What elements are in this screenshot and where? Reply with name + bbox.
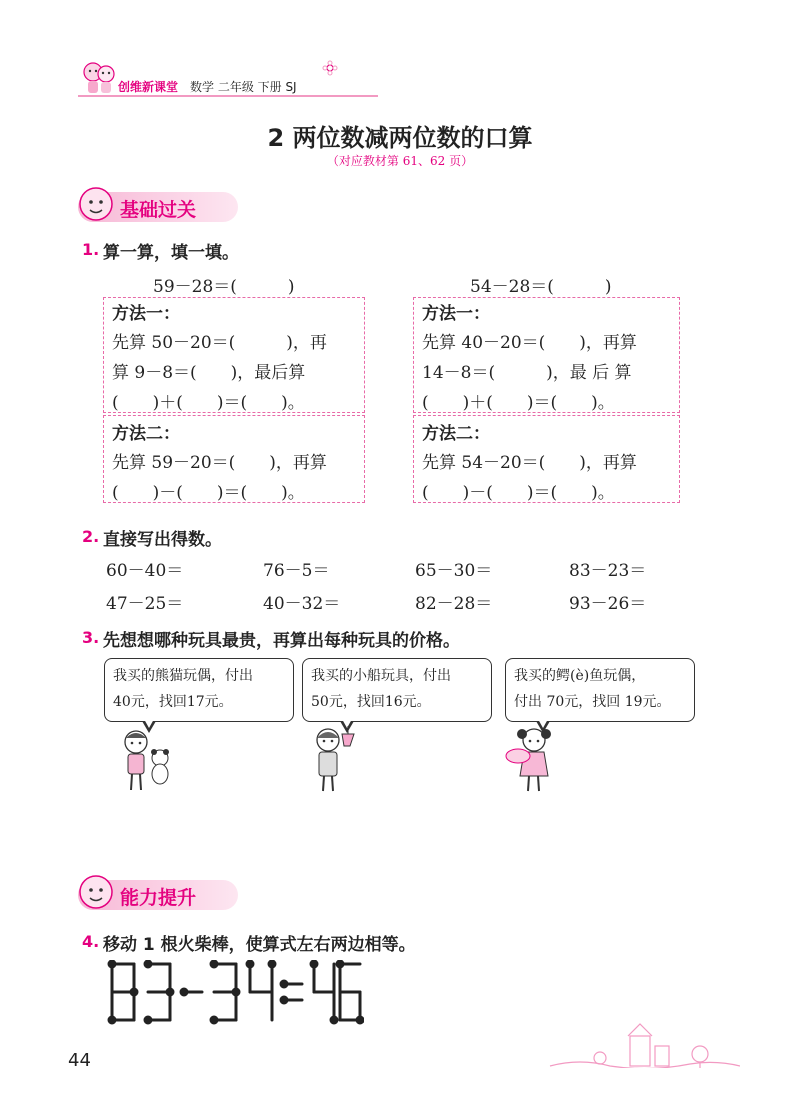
matchstick-equation xyxy=(104,960,364,1030)
q2-r2-c4: 93－26＝ xyxy=(569,594,647,614)
q2-r2-c3: 82－28＝ xyxy=(415,594,493,614)
question-number-4: 4. xyxy=(82,932,100,951)
girl-with-crocodile-icon xyxy=(504,726,560,798)
header-flower-icon xyxy=(322,60,338,80)
q1-left-m1-line3: ( )＋( )＝( )。 xyxy=(112,393,305,413)
header-brand: 创维新课堂 xyxy=(118,80,179,94)
bubble-panda-line2: 40元，找回17元。 xyxy=(113,694,233,710)
q1-left-equation: 59－28＝( ) xyxy=(153,277,295,297)
q2-r1-c4: 83－23＝ xyxy=(569,561,647,581)
bubble-crocodile-line2: 付出 70元，找回 19元。 xyxy=(514,694,671,710)
section-label-basic: 基础过关 xyxy=(120,199,197,221)
boy-with-boat-icon xyxy=(306,726,362,798)
header-mascot-icon xyxy=(80,58,118,100)
footer-castle-icon xyxy=(540,1022,740,1072)
q2-r1-c2: 76－5＝ xyxy=(263,561,330,581)
q2-r2-c2: 40－32＝ xyxy=(263,594,341,614)
question-text-1: 算一算，填一填。 xyxy=(103,243,239,263)
bubble-panda-line1: 我买的熊猫玩偶，付出 xyxy=(113,668,253,684)
bubble-boat-line1: 我买的小船玩具，付出 xyxy=(311,668,451,684)
q1-left-m1-line2: 算 9－8＝( )，最后算 xyxy=(112,363,306,383)
bubble-boat-line2: 50元，找回16元。 xyxy=(311,694,431,710)
q2-r1-c3: 65－30＝ xyxy=(415,561,493,581)
q1-right-method2-box xyxy=(413,415,680,503)
q1-right-m2-line2: ( )－( )＝( )。 xyxy=(422,483,615,503)
q2-r1-c1: 60－40＝ xyxy=(106,561,184,581)
page-subtitle: （对应教材第 61、62 页） xyxy=(326,154,474,168)
q1-right-m1-head: 方法一： xyxy=(422,304,490,324)
bubble-tail-inner xyxy=(144,719,154,728)
header-divider xyxy=(78,95,378,97)
header-meta: 数学 二年级 下册 SJ xyxy=(190,80,297,94)
q1-left-m1-head: 方法一： xyxy=(112,304,180,324)
speech-bubble-panda xyxy=(104,658,294,722)
q2-r2-c1: 47－25＝ xyxy=(106,594,184,614)
q1-left-m1-line1: 先算 50－20＝( )，再 xyxy=(112,333,327,353)
q1-left-m2-line2: ( )－( )＝( )。 xyxy=(112,483,305,503)
section-label-advanced: 能力提升 xyxy=(120,887,197,909)
bubble-crocodile-line1: 我买的鳄(è)鱼玩偶， xyxy=(514,668,646,684)
q1-right-m1-line3: ( )＋( )＝( )。 xyxy=(422,393,615,413)
q1-right-method1-box xyxy=(413,297,680,413)
question-number-1: 1. xyxy=(82,240,100,259)
page-title: 2 两位数减两位数的口算 xyxy=(267,124,533,152)
section-mascot-icon xyxy=(78,874,114,916)
q1-right-m1-line1: 先算 40－20＝( )，再算 xyxy=(422,333,637,353)
q1-left-m2-head: 方法二： xyxy=(112,424,180,444)
speech-bubble-boat xyxy=(302,658,492,722)
question-text-2: 直接写出得数。 xyxy=(103,530,222,550)
q1-left-method1-box xyxy=(103,297,365,413)
speech-bubble-crocodile xyxy=(505,658,695,722)
section-mascot-icon xyxy=(78,186,114,228)
q1-left-method2-box xyxy=(103,415,365,503)
question-number-3: 3. xyxy=(82,628,100,647)
q1-right-m1-line2: 14－8＝( )，最 后 算 xyxy=(422,363,632,383)
question-number-2: 2. xyxy=(82,527,100,546)
boy-with-panda-icon xyxy=(118,728,174,798)
q1-left-m2-line1: 先算 59－20＝( )，再算 xyxy=(112,453,327,473)
question-text-3: 先想想哪种玩具最贵，再算出每种玩具的价格。 xyxy=(103,631,460,651)
q1-right-equation: 54－28＝( ) xyxy=(470,277,612,297)
q1-right-m2-line1: 先算 54－20＝( )，再算 xyxy=(422,453,637,473)
question-text-4: 移动 1 根火柴棒，使算式左右两边相等。 xyxy=(103,935,416,955)
q1-right-m2-head: 方法二： xyxy=(422,424,490,444)
page-number: 44 xyxy=(68,1050,91,1071)
